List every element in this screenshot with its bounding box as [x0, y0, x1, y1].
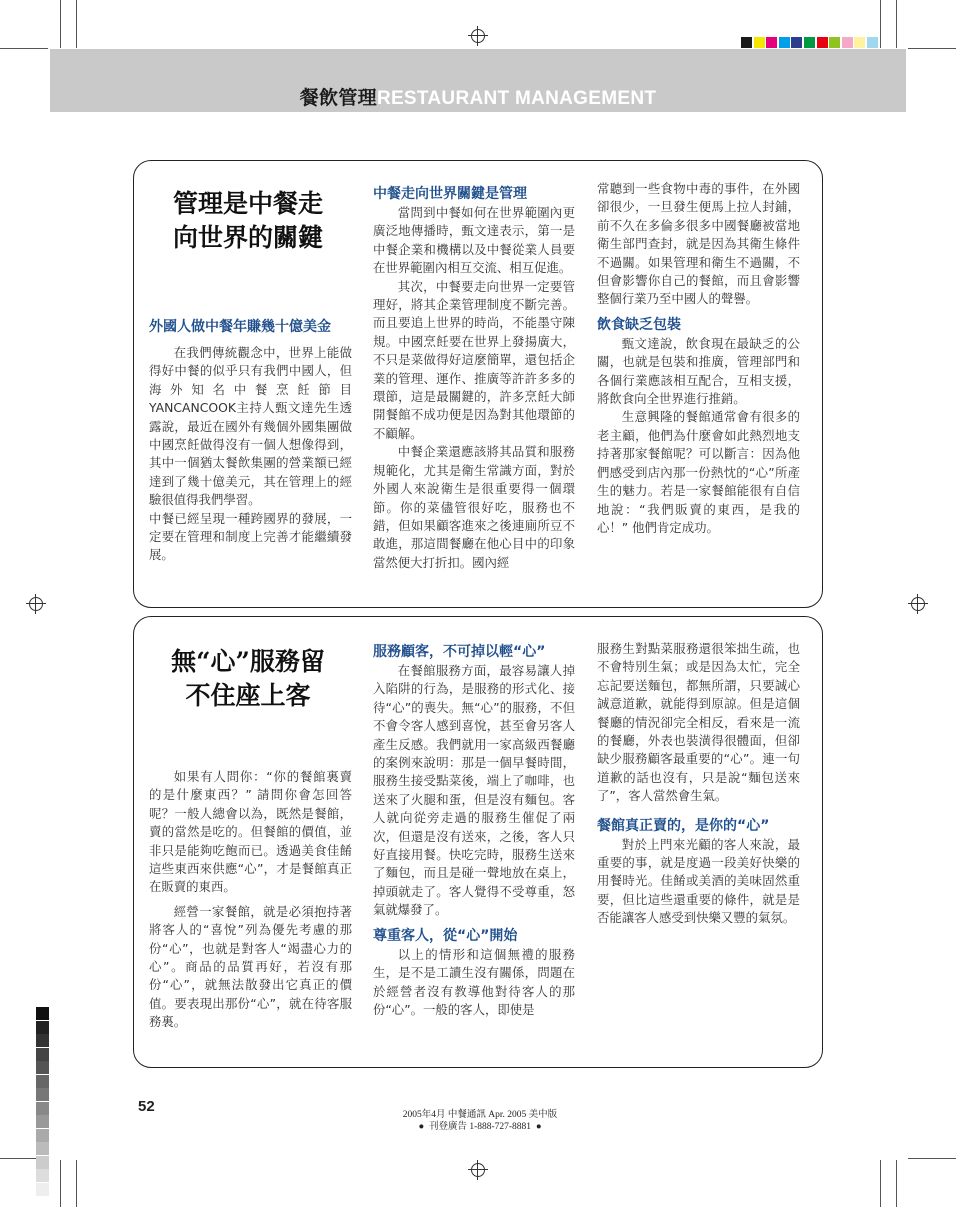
subheading: 服務顧客，不可掉以輕“心” — [373, 644, 546, 660]
article-column-left — [149, 316, 352, 565]
paragraph: 甄文達說，飲食現在最缺乏的公關，也就是包裝和推廣，管理部門和各個行業應該相互配合，互相支援，將飲食向全世界進行推銷。 — [597, 335, 800, 407]
subheading: 餐館真正賣的，是你的“心” — [597, 817, 770, 834]
ad-phone: 刊登廣告 1-888-727-8881 — [428, 1122, 532, 1132]
greyscale-swatch — [36, 1061, 49, 1074]
color-swatch — [754, 37, 765, 48]
bullet-icon: ● — [535, 1122, 542, 1132]
registration-mark-icon — [908, 594, 928, 614]
subheading: 尊重客人，從“心”開始 — [373, 927, 518, 944]
greyscale-swatch — [36, 1021, 49, 1034]
paragraph: 對於上門來光顧的客人來說，最重要的事，就是度過一段美好快樂的用餐時光。佳餚或美酒的美味固然重要，但比這些還重要的條件，就是是否能讓客人感受到快樂又豐的氣氛。 — [597, 836, 800, 926]
article-title — [143, 645, 353, 713]
article-title — [143, 187, 353, 255]
color-swatch — [791, 37, 802, 48]
greyscale-swatch — [36, 1102, 49, 1115]
color-swatch — [829, 37, 840, 48]
crop-mark — [908, 48, 956, 49]
article-title-line: 無“心”服務留 — [171, 647, 325, 676]
footer-ad-line — [330, 1118, 630, 1132]
paragraph: 以上的情形和這個無禮的服務生，是不是工讀生沒有關係，問題在於經營者沒有教導他對待客人的那份“心”。一般的客人，即使是 — [373, 946, 575, 1017]
greyscale-swatch — [36, 1129, 49, 1142]
crop-mark — [908, 1158, 956, 1159]
greyscale-swatch — [36, 1169, 49, 1182]
greyscale-swatch — [36, 1156, 49, 1169]
article-title-line: 管理是中餐走 — [172, 189, 323, 218]
greyscale-swatch — [36, 1007, 49, 1020]
paragraph: 中餐企業還應該將其品質和服務規範化，尤其是衛生常識方面，對於外國人來說衛生是很重要得一個環節。你的菜儘管很好吃，服務也不錯，但如果顧客進來之後連廁所豆不敢進，那這間餐廳在他心目中的印象當然便大打折扣。國內經 — [373, 444, 575, 570]
registration-mark-icon — [26, 594, 46, 614]
crop-mark — [880, 0, 881, 48]
subheading: 外國人做中餐年賺幾十億美金 — [149, 319, 331, 335]
article-title-line: 不住座上客 — [185, 681, 311, 710]
footer-issue-line: 2005年4月 中餐通訊 Apr. 2005 美中版 — [402, 1110, 558, 1120]
paragraph: 當問到中餐如何在世界範圍內更廣泛地傳播時，甄文達表示，第一是中餐企業和機構以及中餐從業人員要在世界範圍內相互交流、相互促進。 — [373, 205, 575, 276]
section-title — [50, 83, 906, 110]
article-column-right — [597, 180, 800, 537]
bullet-icon: ● — [418, 1122, 425, 1132]
greyscale-swatch — [36, 1088, 49, 1101]
paragraph: 經營一家餐館，就是必須抱持著將客人的“喜悅”列為優先考慮的那份“心”，也就是對客人“竭盡心力的心”。商品的品質再好，若沒有那份“心”，就無法散發出它真正的價值。要表現出那份“心”，就在待客服務裏。 — [149, 903, 352, 1030]
section-title-en: RESTAURANT MANAGEMENT — [376, 88, 657, 109]
greyscale-swatch — [36, 1075, 49, 1088]
crop-mark — [0, 48, 48, 49]
greyscale-swatch — [36, 1183, 49, 1196]
subheading: 飲食缺乏包裝 — [597, 316, 681, 333]
crop-mark — [896, 1160, 897, 1207]
article-column-left — [149, 768, 352, 1032]
color-swatch — [817, 37, 828, 48]
article-title-line: 向世界的關鍵 — [172, 223, 323, 252]
greyscale-swatch — [36, 1142, 49, 1155]
color-swatch — [766, 37, 777, 48]
paragraph: 如果有人問你：“你的餐館裏賣的是什麼東西？” 請問你會怎回答呢？一般人總會以為，既然是餐館，賣的當然是吃的。但餐館的價值，並非只是能夠吃飽而已。透過美食佳餚這些東西來供應“心”，才是餐館真正在販賣的東西。 — [149, 769, 352, 895]
color-swatch — [867, 37, 878, 48]
greyscale-swatch — [36, 1115, 49, 1128]
color-calibration-bar — [741, 37, 880, 48]
paragraph: 常聽到一些食物中毒的事件，在外國卻很少，一旦發生便馬上拉人封鋪，前不久在多倫多很多中國餐廳被當地衛生部門查封，就是因為其衛生條件不過關。如果管理和衛生不過關，不但會影響你自己的餐館，而且會影響整個行業乃至中國人的聲譽。 — [597, 181, 800, 307]
color-swatch — [804, 37, 815, 48]
crop-mark — [76, 0, 77, 48]
crop-mark — [60, 1160, 61, 1207]
subheading: 中餐走向世界關鍵是管理 — [373, 186, 527, 202]
registration-mark-icon — [468, 1160, 488, 1180]
paragraph: 生意興隆的餐館通常會有很多的老主顧，他們為什麼會如此熱烈地支持著那家餐館呢？可以斷言：因為他們感受到店內那一份熱忱的“心”所產生的魅力。若是一家餐館能很有自信地說：“我們販賣的東西，是我的心！” 他們肯定成功。 — [597, 409, 800, 535]
page-number: 52 — [138, 1098, 155, 1115]
article-column-middle — [373, 184, 575, 572]
greyscale-swatch — [36, 1048, 49, 1061]
crop-mark — [60, 0, 61, 48]
paragraph: 服務生對點菜服務還很笨拙生疏，也不會特別生氣；或是因為太忙，完全忘記要送麵包，都無所謂，只要誠心誠意道歉，就能得到原諒。但是這個餐廳的情況卻完全相反，看來是一流的餐廳，外表也裝潢得很體面，但卻缺少服務顧客最重要的“心”。連一句道歉的話也沒有，只是說“麵包送來了”，客人當然會生氣。 — [597, 641, 800, 804]
color-swatch — [741, 37, 752, 48]
color-swatch — [779, 37, 790, 48]
crop-mark — [880, 1160, 881, 1207]
crop-mark — [76, 1160, 77, 1207]
greyscale-swatch — [36, 1034, 49, 1047]
section-title-zh: 餐飲管理 — [299, 88, 377, 109]
registration-mark-icon — [468, 26, 488, 46]
article-column-right — [597, 640, 800, 928]
paragraph: 在我們傳統觀念中，世界上能做得好中餐的似乎只有我們中國人，但海外知名中餐烹飪節目YANCANCOOK主持人甄文達先生透露說，最近在國外有幾個外國集團做中國烹飪做得沒有一個人想像得到，其中一個猶太餐飲集團的營業額已經達到了幾十億美元，其在管理上的經驗很值得我們學習。 — [149, 345, 352, 508]
color-swatch — [854, 37, 865, 48]
paragraph: 中餐已經呈現一種跨國界的發展，一定要在管理和制度上完善才能繼續發展。 — [149, 510, 352, 563]
article-column-middle — [373, 642, 575, 1019]
paragraph: 其次，中餐要走向世界一定要管理好，將其企業管理制度不斷完善。而且要追上世界的時尚，不能墨守陳規。中國烹飪要在世界上發揚廣大，不只是菜做得好這麼簡單，還包括企業的管理、運作、推廣等許許多多的環節，這是最關鍵的，許多烹飪大師開餐館不成功便是因為對其他環節的不顧解。 — [373, 278, 575, 441]
paragraph: 在餐館服務方面，最容易讓人掉入陷阱的行為，是服務的形式化、接待“心”的喪失。無“心”的服務，不但不會令客人感到喜悅，甚至會另客人產生反感。我們就用一家高級西餐廳的案例來說明：那是一個早餐時間，服務生接受點菜後，端上了咖啡，也送來了火腿和蛋，但是沒有麵包。客人就向從旁走過的服務生催促了兩次，但還是沒有送來，之後，客人只好直接用餐。快吃完時，服務生送來了麵包，而且是碰一聲地放在桌上，掉頭就走了。客人覺得不受尊重，怒氣就爆發了。 — [373, 663, 575, 918]
color-swatch — [842, 37, 853, 48]
section-banner — [50, 49, 906, 112]
crop-mark — [896, 0, 897, 48]
